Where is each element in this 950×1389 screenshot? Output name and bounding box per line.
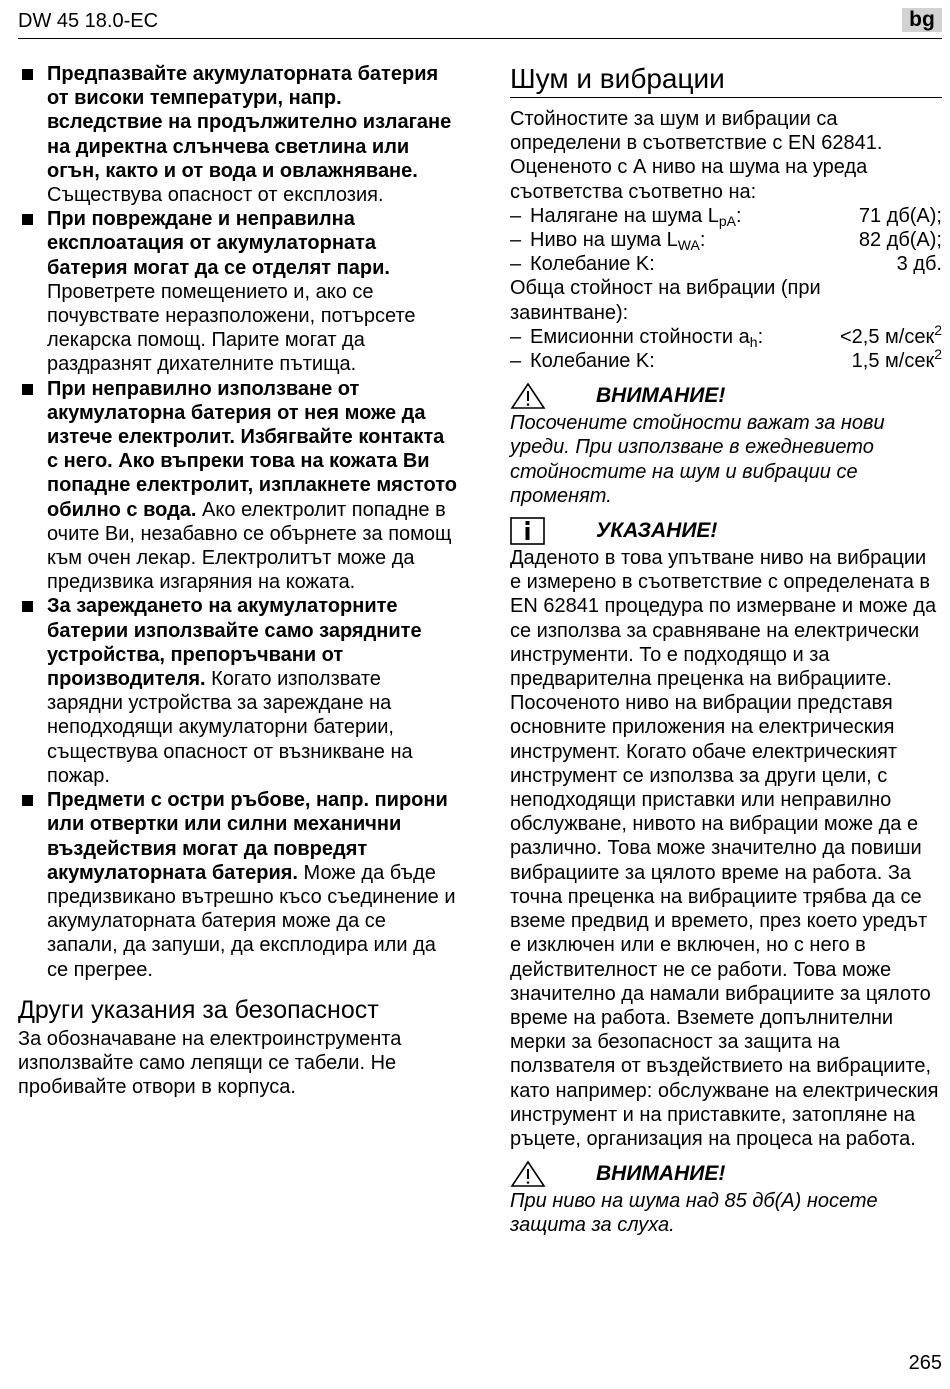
bullet-bold-text: При неправилно използване от акумулаторна батерия от нея може да изтече електролит. Избягвайте контакта с него. Ако въпреки това на кожата Ви попадне електролит, изплакнете мястото обилно с вода. xyxy=(47,377,457,521)
model-name: DW 45 18.0-EC xyxy=(18,10,159,32)
page-number: 265 xyxy=(908,1352,942,1374)
bullet-bold-text: Предпазвайте акумулаторната батерия от високи температури, напр. вследствие на продължително излагане на директна слънчева светлина или огън, както и от вода и овлажняване. xyxy=(47,63,452,182)
noise-intro-text: Стойностите за шум и вибрации са определени в съответствие с EN 62841. Оцененото с А ниво на шума на уреда съответства съответно на: xyxy=(510,108,883,203)
noise-value: 82 дб(А); xyxy=(858,229,942,252)
noise-label: Ниво на шума $L_{WA}$: xyxy=(530,229,706,254)
page-header xyxy=(18,8,942,39)
warning-text: Посочените стойности важат за нови уреди. При използване в ежедневието стойностите на шум и вибрации се променят. xyxy=(510,412,885,507)
warning-title: ВНИМАНИЕ! xyxy=(596,384,726,408)
other-safety-heading: Други указания за безопасност xyxy=(18,995,379,1024)
dash-marker: – xyxy=(510,350,522,373)
vibration-intro-text: Обща стойност на вибрации (при завинтване): xyxy=(510,277,821,324)
bullet-item xyxy=(18,62,458,207)
vibration-label: Емисионни стойности $a_h$: xyxy=(530,325,764,350)
noise-label: Колебание K: xyxy=(530,253,655,276)
bullet-text: Проветрете помещението и, ако се почувствате неразположени, потърсете лекарска помощ. Парите могат да раздразнят дихателните пътища. xyxy=(47,280,416,376)
left-column xyxy=(18,62,458,1099)
square-bullet-icon xyxy=(22,795,33,806)
vibration-value: <2,5 м/сек$^2$ xyxy=(839,321,942,348)
info-icon xyxy=(510,517,546,545)
info-title: УКАЗАНИЕ! xyxy=(596,518,718,542)
bullet-item xyxy=(18,207,458,376)
bullet-text: Може да бъде предизвикано вътрешно късо съединение и акумулаторната батерия може да се запали, да запуши, да експлодира или да се прегрее. xyxy=(47,861,456,981)
dash-marker: – xyxy=(510,204,522,227)
warning-notice xyxy=(510,381,942,411)
bullet-text: Ако електролит попадне в очите Ви, незабавно се обърнете за помощ към очен лекар. Електролитът може да предизвика изгаряния на кожата. xyxy=(47,498,452,594)
right-column xyxy=(510,62,942,1238)
warning-notice xyxy=(510,1159,942,1189)
vibration-row xyxy=(510,321,942,350)
dash-marker: – xyxy=(510,229,522,252)
warning-triangle-icon xyxy=(510,382,546,410)
warning-triangle-icon xyxy=(510,1160,546,1188)
vibration-value: 1,5 м/сек$^2$ xyxy=(851,346,942,373)
noise-row xyxy=(510,228,942,252)
noise-value: 3 дб. xyxy=(896,253,942,276)
bullet-bold-text: За зареждането на акумулаторните батерии използвайте само зарядните устройства, препоръчвани от производителя. xyxy=(47,595,422,691)
square-bullet-icon xyxy=(22,69,33,80)
language-badge: bg xyxy=(902,8,942,32)
other-safety-text: За обозначаване на електроинструмента използвайте само лепящи се табели. Не пробивайте отвори в корпуса. xyxy=(18,1027,402,1099)
square-bullet-icon xyxy=(22,384,33,395)
square-bullet-icon xyxy=(22,601,33,612)
bullet-bold-text: Предмети с остри ръбове, напр. пирони или отвертки или силни механични въздействия могат да повредят акумулаторната батерия. xyxy=(47,789,448,884)
bullet-item xyxy=(18,377,458,595)
vibration-label: Колебание K: xyxy=(530,350,655,373)
bullet-text: Съществува опасност от експлозия. xyxy=(47,184,384,207)
vibration-row xyxy=(510,346,942,373)
square-bullet-icon xyxy=(22,214,33,225)
warning-title: ВНИМАНИЕ! xyxy=(596,1162,726,1186)
warning-text: При ниво на шума над 85 дб(А) носете защита за слуха. xyxy=(510,1190,878,1237)
noise-label: Налягане на шума $L_{pA}$: xyxy=(530,204,742,229)
noise-value: 71 дб(А); xyxy=(858,204,942,227)
noise-row xyxy=(510,204,942,228)
dash-marker: – xyxy=(510,325,522,348)
noise-vibration-heading: Шум и вибрации xyxy=(510,62,942,98)
bullet-item xyxy=(18,594,458,788)
noise-row xyxy=(510,252,942,276)
safety-bullet-list xyxy=(18,62,458,982)
bullet-item xyxy=(18,788,458,982)
dash-marker: – xyxy=(510,253,522,276)
info-text: Даденото в това упътване ниво на вибрации е измерено в съответствие с определената в EN 62841 процедура по измерване и може да се използва за сравняване на електрически инструменти. То е подходящо и за предварителна преценка на вибрациите. Посоченото ниво на вибрации представя основните приложения на електрическия инструмент. Когато обаче електрическият инструмент се използва за други цели, с неподходящи приставки или неправилно обслужване, нивото на вибрации може да е различно. Това може значително да повиши вибрациите за цялото време на работа. За точна преценка на вибрациите трябва да се вземе предвид и времето, през което уредът е изключен или е включен, но с него в действителност не се работи. Това може значително да намали вибрациите за цялото време на работа. Вземете допълнителни мерки за безопасност за защита на ползвателя от въздействието на вибрациите, като например: обслужване на електрическия инструмент и на приставките, затопляне на ръцете, организация на процеса на работа. xyxy=(510,547,939,1150)
info-notice xyxy=(510,516,942,546)
bullet-bold-text: При повреждане и неправилна експлоатация от акумулаторната батерия могат да се отделят пари. xyxy=(47,208,390,279)
bullet-text: Когато използвате зарядни устройства за зареждане на неподходящи акумулаторни батерии, съществува опасност от възникване на пожар. xyxy=(47,668,413,787)
